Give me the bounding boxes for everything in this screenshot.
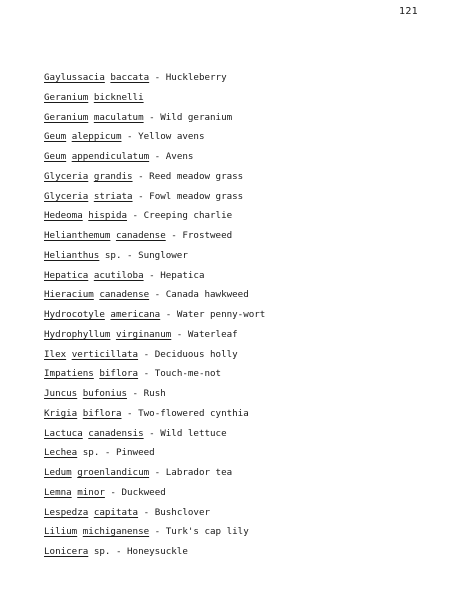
species-list — [44, 68, 265, 562]
species-entry: Hieracium canadense - Canada hawkweed — [44, 289, 249, 301]
page-number: 121 — [399, 6, 418, 17]
species-entry — [44, 443, 265, 463]
common-name: Reed meadow grass — [149, 170, 244, 182]
genus-name: Hydrophyllum — [44, 328, 111, 340]
species-entry: Gaylussacia baccata - Huckleberry — [44, 72, 227, 83]
species-epithet: grandis — [93, 170, 133, 182]
common-name: Canada hawkweed — [165, 289, 249, 301]
species-epithet: biflora — [82, 407, 122, 419]
common-name: Two-flowered cynthia — [138, 407, 249, 419]
species-epithet: bufonius — [82, 388, 128, 399]
genus-name: Impatiens — [44, 368, 94, 380]
species-entry — [44, 246, 265, 266]
genus-name: Geum — [44, 131, 67, 143]
species-entry — [44, 542, 265, 562]
genus-name: Hedeoma — [44, 210, 83, 222]
species-epithet: canadensis — [88, 427, 144, 439]
species-entry: Hydrophyllum virginanum - Waterleaf — [44, 328, 238, 340]
common-name: Frostweed — [182, 230, 233, 241]
genus-name: Glyceria — [44, 190, 89, 202]
common-name: Creeping charlie — [143, 210, 233, 222]
species-entry: Geum aleppicum - Yellow avens — [44, 131, 205, 143]
common-name: Waterleaf — [187, 328, 238, 340]
genus-name: Lilium — [44, 526, 78, 538]
common-name: Wild geranium — [160, 111, 233, 123]
common-name: Avens — [165, 151, 194, 162]
species-epithet: biflora — [99, 368, 139, 380]
genus-name: Juncus — [44, 388, 78, 399]
species-entry: Impatiens biflora - Touch-me-not — [44, 368, 222, 380]
common-name: Turk's cap lily — [165, 526, 249, 538]
genus-name: Helianthus — [44, 249, 100, 261]
common-name: Water penny-wort — [176, 309, 266, 320]
species-epithet: bicknelli — [93, 91, 144, 103]
common-name: Bushclover — [154, 506, 211, 518]
species-epithet: acutiloba — [93, 269, 144, 281]
species-entry: Helianthemum canadense - Frostweed — [44, 230, 233, 241]
genus-name: Lechea — [44, 447, 78, 459]
species-epithet: michiganense — [82, 526, 150, 538]
species-epithet: canadense — [99, 289, 150, 301]
species-entry: Lilium michiganense - Turk's cap lily — [44, 526, 249, 538]
genus-name: Ledum — [44, 467, 72, 478]
species-epithet: baccata — [110, 72, 150, 83]
common-name: Labrador tea — [165, 467, 233, 478]
genus-name: Lemna — [44, 486, 72, 498]
genus-name: Gaylussacia — [44, 72, 105, 83]
common-name: Duckweed — [121, 486, 166, 498]
genus-name: Geum — [44, 151, 67, 162]
species-entry: Ledum groenlandicum - Labrador tea — [44, 467, 233, 478]
species-epithet: aleppicum — [71, 131, 122, 143]
common-name: Hepatica — [160, 269, 205, 281]
common-name: Rush — [143, 388, 166, 399]
species-epithet: appendiculatum — [71, 151, 150, 162]
species-entry: Hedeoma hispida - Creeping charlie — [44, 210, 233, 222]
species-entry: Hepatica acutiloba - Hepatica — [44, 269, 205, 281]
species-epithet: minor — [77, 486, 105, 498]
genus-name: Glyceria — [44, 170, 89, 182]
species-entry: Geum appendiculatum - Avens — [44, 151, 194, 162]
genus-name: Lonicera — [44, 546, 89, 557]
species-epithet: groenlandicum — [77, 467, 150, 478]
common-name: Fowl meadow grass — [149, 190, 244, 202]
common-name: Wild lettuce — [160, 427, 227, 439]
species-entry: Ilex verticillata - Deciduous holly — [44, 348, 238, 360]
genus-name: Krigia — [44, 407, 78, 419]
genus-name: Hepatica — [44, 269, 89, 281]
genus-name: Geranium — [44, 91, 89, 103]
species-entry: Geranium maculatum - Wild geranium — [44, 111, 233, 123]
species-epithet: capitata — [93, 506, 139, 518]
species-epithet: virginanum — [115, 328, 172, 340]
species-entry: Juncus bufonius - Rush — [44, 388, 166, 399]
species-entry: Glyceria striata - Fowl meadow grass — [44, 190, 244, 202]
species-entry — [44, 88, 265, 108]
species-epithet: americana — [110, 309, 161, 320]
species-epithet: striata — [93, 190, 133, 202]
genus-name: Hydrocotyle — [44, 309, 105, 320]
common-name: Huckleberry — [165, 72, 227, 83]
species-entry: Krigia biflora - Two-flowered cynthia — [44, 407, 249, 419]
species-entry: Lactuca canadensis - Wild lettuce — [44, 427, 227, 439]
species-entry: Glyceria grandis - Reed meadow grass — [44, 170, 244, 182]
genus-name: Lespedza — [44, 506, 89, 518]
genus-name: Geranium — [44, 111, 89, 123]
species-epithet: canadense — [115, 230, 166, 241]
common-name: Yellow avens — [138, 131, 205, 143]
genus-name: Lactuca — [44, 427, 83, 439]
common-name: Deciduous holly — [154, 348, 238, 360]
species-epithet: verticillata — [71, 348, 139, 360]
species-entry: Hydrocotyle americana - Water penny-wort — [44, 309, 266, 320]
species-note: sp. - Honeysuckle — [93, 546, 188, 557]
common-name: Touch-me-not — [154, 368, 222, 380]
genus-name: Hieracium — [44, 289, 94, 301]
species-note: sp. - Sunglower — [104, 249, 188, 261]
species-entry: Lespedza capitata - Bushclover — [44, 506, 211, 518]
species-epithet: hispida — [88, 210, 128, 222]
genus-name: Ilex — [44, 348, 67, 360]
genus-name: Helianthemum — [44, 230, 111, 241]
species-note: sp. - Pinweed — [82, 447, 155, 459]
species-entry: Lemna minor - Duckweed — [44, 486, 166, 498]
species-epithet: maculatum — [93, 111, 144, 123]
